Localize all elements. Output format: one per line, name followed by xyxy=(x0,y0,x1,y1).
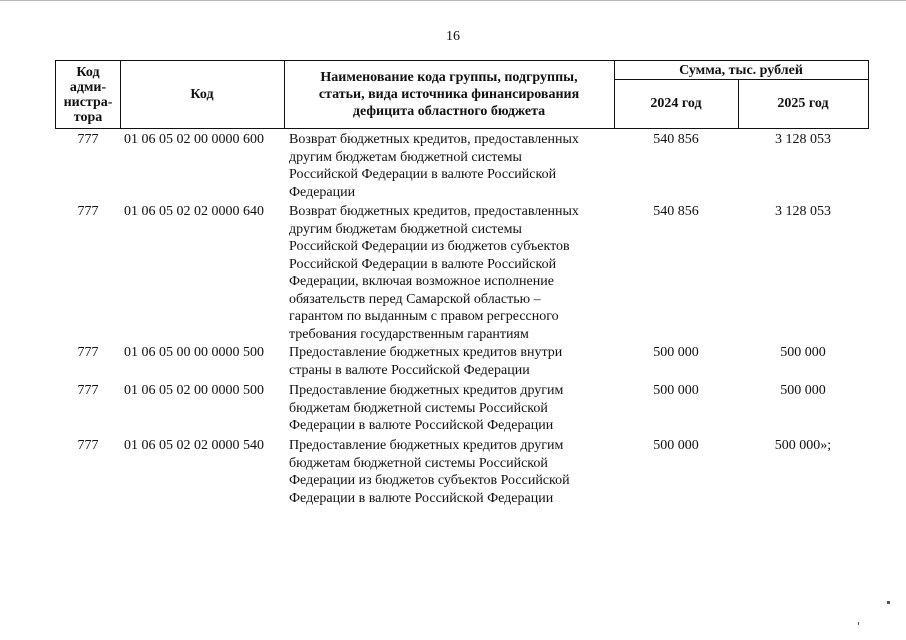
name-line: Федерации, включая возможное исполнение xyxy=(289,274,554,289)
header-year-2025: 2025 год xyxy=(777,96,829,111)
header-name-line: Наименование кода группы, подгруппы, xyxy=(320,70,578,85)
value-2025-cell: 3 128 053 xyxy=(775,204,831,219)
admin-code-cell: 777 xyxy=(77,438,99,453)
value-2024-cell: 500 000 xyxy=(653,438,699,453)
code-cell: 01 06 05 00 00 0000 500 xyxy=(124,345,264,360)
name-cell xyxy=(289,382,619,435)
admin-code-cell: 777 xyxy=(77,345,99,360)
value-2025-cell: 500 000 xyxy=(780,383,826,398)
name-line: Предоставление бюджетных кредитов другим xyxy=(289,383,564,398)
name-line: Российской Федерации в валюте Российской xyxy=(289,167,557,182)
value-2025-cell: 500 000»; xyxy=(774,438,832,453)
name-line: требования государственным гарантиям xyxy=(289,326,529,342)
name-line: другим бюджетам бюджетной системы xyxy=(289,221,522,237)
header-name-line: статьи, вида источника финансирования xyxy=(318,87,580,102)
header-admin-line: тора xyxy=(73,109,103,125)
name-line: Возврат бюджетных кредитов, предоставленных xyxy=(289,204,579,219)
name-line: Возврат бюджетных кредитов, предоставленных xyxy=(289,132,579,147)
header-name xyxy=(284,61,614,128)
name-line: гарантом по выданным с правом регрессного xyxy=(289,309,559,324)
name-line: Российской Федерации в валюте Российской xyxy=(289,256,557,272)
value-2025-cell: 500 000 xyxy=(780,345,826,360)
header-code: Код xyxy=(190,87,214,102)
header-admin-code xyxy=(56,61,120,128)
value-2024-cell: 540 856 xyxy=(653,132,699,147)
code-cell: 01 06 05 02 02 0000 640 xyxy=(124,204,264,219)
table-header xyxy=(55,60,869,129)
admin-code-cell: 777 xyxy=(77,383,99,398)
name-line: другим бюджетам бюджетной системы xyxy=(289,149,522,165)
name-line: Федерации xyxy=(289,184,356,200)
code-cell: 01 06 05 02 02 0000 540 xyxy=(124,438,264,453)
name-line: Федерации в валюте Российской Федерации xyxy=(289,418,554,433)
name-cell xyxy=(289,437,619,507)
value-2024-cell: 500 000 xyxy=(653,345,699,360)
code-cell: 01 06 05 02 00 0000 600 xyxy=(124,132,264,147)
scan-speck xyxy=(887,601,890,604)
name-cell xyxy=(289,203,619,343)
header-admin-line: нистра- xyxy=(63,94,113,110)
name-line: Федерации из бюджетов субъектов Российской xyxy=(289,473,570,488)
header-name-line: дефицита областного бюджета xyxy=(352,104,546,119)
name-line: Федерации в валюте Российской Федерации xyxy=(289,490,554,506)
page-top-edge xyxy=(0,0,906,1)
name-line: Предоставление бюджетных кредитов другим xyxy=(289,438,564,453)
code-cell: 01 06 05 02 00 0000 500 xyxy=(124,383,264,398)
value-2025-cell: 3 128 053 xyxy=(775,132,831,147)
name-line: бюджетам бюджетной системы Российской xyxy=(289,455,548,471)
scan-speck xyxy=(858,622,859,625)
page-number: 16 xyxy=(446,29,460,44)
name-line: Предоставление бюджетных кредитов внутри xyxy=(289,345,563,360)
value-2024-cell: 540 856 xyxy=(653,204,699,219)
header-year-2024: 2024 год xyxy=(650,96,702,111)
name-cell xyxy=(289,344,619,379)
header-sum: Сумма, тыс. рублей xyxy=(679,62,803,78)
name-line: бюджетам бюджетной системы Российской xyxy=(289,400,548,416)
name-cell xyxy=(289,131,619,201)
admin-code-cell: 777 xyxy=(77,204,99,219)
header-admin-line: адми- xyxy=(69,79,107,95)
name-line: Российской Федерации из бюджетов субъектов xyxy=(289,239,570,254)
header-admin-line: Код xyxy=(76,64,100,80)
admin-code-cell: 777 xyxy=(77,132,99,147)
value-2024-cell: 500 000 xyxy=(653,383,699,398)
name-line: обязательств перед Самарской областью – xyxy=(289,291,541,307)
name-line: страны в валюте Российской Федерации xyxy=(289,362,530,378)
